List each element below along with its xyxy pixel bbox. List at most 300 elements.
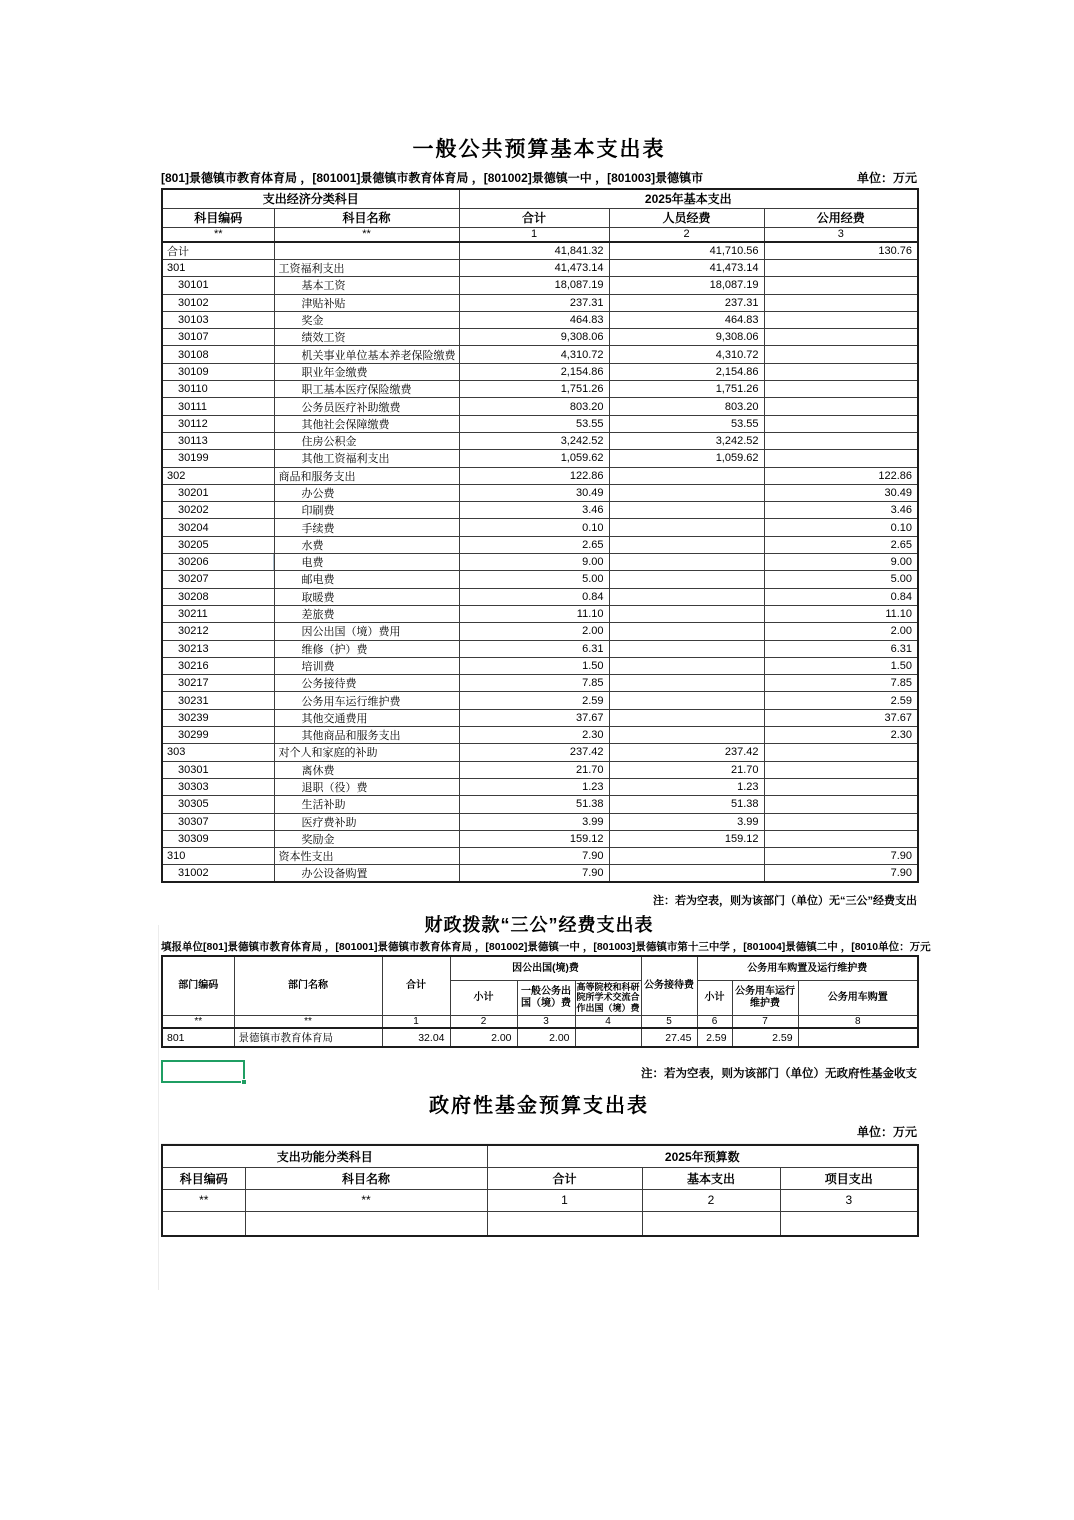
total-cell[interactable]: 7.85	[459, 675, 609, 692]
empty-sheet-row	[161, 1060, 917, 1087]
table2-subhead	[161, 941, 931, 954]
subject-code-cell[interactable]: 30307	[162, 813, 274, 830]
subject-name-cell[interactable]: 住房公积金	[274, 432, 459, 449]
table-row	[162, 536, 918, 553]
personnel-expense-cell[interactable]	[609, 467, 764, 484]
table-row	[162, 709, 918, 726]
total-cell[interactable]: 53.55	[459, 415, 609, 432]
subject-name-cell[interactable]: 手续费	[274, 519, 459, 536]
personnel-expense-cell[interactable]	[609, 657, 764, 674]
subject-code-cell[interactable]: 302	[162, 467, 274, 484]
personnel-expense-cell[interactable]	[609, 571, 764, 588]
col-index: 7	[732, 1015, 798, 1028]
table2-units-list: 填报单位[801]景德镇市教育体育局 ，[801001]景德镇市教育体育局 ，[801002]景德镇一中 ，[801003]景德镇市第十三中学 ，[801004]景德镇二中 ，[8010	[161, 941, 879, 954]
public-expense-cell[interactable]: 1.50	[764, 657, 918, 674]
col-group-2025-budget: 2025年预算数	[487, 1145, 918, 1167]
table-row	[162, 467, 918, 484]
table-row	[162, 1028, 918, 1047]
public-expense-cell[interactable]: 122.86	[764, 467, 918, 484]
public-expense-cell[interactable]	[764, 294, 918, 311]
personnel-expense-cell[interactable]: 3.99	[609, 813, 764, 830]
total-cell[interactable]: 0.10	[459, 519, 609, 536]
subject-code-cell[interactable]: 30208	[162, 588, 274, 605]
col-index: **	[162, 227, 274, 242]
total-cell[interactable]: 32.04	[382, 1028, 450, 1047]
public-expense-cell[interactable]: 3.46	[764, 502, 918, 519]
total-cell[interactable]: 30.49	[459, 484, 609, 501]
personnel-expense-cell[interactable]: 2,154.86	[609, 363, 764, 380]
total-cell[interactable]: 18,087.19	[459, 277, 609, 294]
vehicle-purchase-cell[interactable]	[798, 1028, 918, 1047]
subject-name-cell[interactable]: 邮电费	[274, 571, 459, 588]
abroad-general-cell[interactable]: 2.00	[517, 1028, 575, 1047]
personnel-expense-cell[interactable]	[609, 484, 764, 501]
personnel-expense-cell[interactable]	[609, 519, 764, 536]
col-index: 6	[697, 1015, 732, 1028]
table-row	[162, 260, 918, 277]
public-expense-cell[interactable]	[764, 744, 918, 761]
col-index: 2	[642, 1189, 780, 1211]
subject-code-cell[interactable]: 30231	[162, 692, 274, 709]
total-cell[interactable]: 237.42	[459, 744, 609, 761]
total-cell[interactable]: 3.46	[459, 502, 609, 519]
subject-name-cell[interactable]: 奖金	[274, 311, 459, 328]
public-expense-cell[interactable]	[764, 346, 918, 363]
total-cell[interactable]: 1,059.62	[459, 450, 609, 467]
subject-code-cell[interactable]: 30213	[162, 640, 274, 657]
public-expense-cell[interactable]	[764, 796, 918, 813]
personnel-expense-cell[interactable]	[609, 536, 764, 553]
col-header-subject-code: 科目编码	[162, 208, 274, 227]
general-budget-table-head	[162, 189, 918, 242]
total-cell[interactable]: 1.23	[459, 778, 609, 795]
table3-unit-label: 单位：万元	[856, 1125, 917, 1140]
public-expense-cell[interactable]: 0.84	[764, 588, 918, 605]
table2-unit-label: 单位：万元	[878, 941, 931, 954]
personnel-expense-cell[interactable]	[609, 605, 764, 622]
subject-name-cell[interactable]: 离休费	[274, 761, 459, 778]
personnel-expense-cell[interactable]: 1,059.62	[609, 450, 764, 467]
col-header-total: 合计	[487, 1167, 642, 1189]
table-row	[162, 848, 918, 865]
subject-code-cell[interactable]: 30111	[162, 398, 274, 415]
total-cell[interactable]: 3.99	[459, 813, 609, 830]
col-header-vehicle-maintain: 公务用车运行维护费	[732, 980, 798, 1015]
total-cell[interactable]: 2.65	[459, 536, 609, 553]
public-expense-cell[interactable]	[764, 398, 918, 415]
subject-code-cell[interactable]: 30303	[162, 778, 274, 795]
public-expense-cell[interactable]: 7.90	[764, 865, 918, 883]
table3-unit-row	[161, 1120, 917, 1144]
subject-name-cell[interactable]: 退职（役）费	[274, 778, 459, 795]
subject-code-cell[interactable]: 301	[162, 260, 274, 277]
subject-name-cell[interactable]: 公务接待费	[274, 675, 459, 692]
table-row	[162, 605, 918, 622]
table-row	[162, 363, 918, 380]
total-cell[interactable]: 51.38	[459, 796, 609, 813]
public-expense-cell[interactable]	[764, 363, 918, 380]
public-expense-cell[interactable]: 0.10	[764, 519, 918, 536]
personnel-expense-cell[interactable]: 3,242.52	[609, 432, 764, 449]
public-expense-cell[interactable]	[764, 830, 918, 847]
personnel-expense-cell[interactable]: 1,751.26	[609, 381, 764, 398]
dept-name-cell[interactable]: 景德镇市教育体育局	[234, 1028, 382, 1047]
personnel-expense-cell[interactable]: 159.12	[609, 830, 764, 847]
subject-code-cell[interactable]	[162, 1211, 245, 1236]
col-header-public: 公用经费	[764, 208, 918, 227]
total-cell[interactable]: 159.12	[459, 830, 609, 847]
table-row	[162, 502, 918, 519]
table-row	[162, 381, 918, 398]
total-cell[interactable]: 1,751.26	[459, 381, 609, 398]
table-row	[162, 554, 918, 571]
column-header-row	[162, 1167, 918, 1189]
table-row	[162, 311, 918, 328]
subject-name-cell[interactable]: 电费	[274, 554, 459, 571]
col-index: 3	[780, 1189, 918, 1211]
personnel-expense-cell[interactable]	[609, 727, 764, 744]
total-cell[interactable]: 0.84	[459, 588, 609, 605]
total-cell[interactable]: 2,154.86	[459, 363, 609, 380]
subject-name-cell[interactable]: 其他工资福利支出	[274, 450, 459, 467]
col-header-vehicle-purchase: 公务用车购置	[798, 980, 918, 1015]
subject-code-cell[interactable]: 31002	[162, 865, 274, 883]
personnel-expense-cell[interactable]: 237.31	[609, 294, 764, 311]
sheet-gridline	[158, 925, 159, 1290]
subject-code-cell[interactable]: 30103	[162, 311, 274, 328]
subject-name-cell[interactable]: 差旅费	[274, 605, 459, 622]
total-cell[interactable]: 41,473.14	[459, 260, 609, 277]
subject-code-cell[interactable]: 30199	[162, 450, 274, 467]
table-row	[162, 484, 918, 501]
table-row	[162, 294, 918, 311]
subject-code-cell[interactable]: 30305	[162, 796, 274, 813]
subject-name-cell[interactable]: 机关事业单位基本养老保险缴费	[274, 346, 459, 363]
subject-code-cell[interactable]: 30109	[162, 363, 274, 380]
col-index: 1	[487, 1189, 642, 1211]
subject-code-cell[interactable]: 30212	[162, 623, 274, 640]
personnel-expense-cell[interactable]	[609, 554, 764, 571]
subject-name-cell[interactable]: 资本性支出	[274, 848, 459, 865]
table-row	[162, 675, 918, 692]
subject-name-cell[interactable]: 津贴补贴	[274, 294, 459, 311]
table-row	[162, 571, 918, 588]
col-header-abroad-academic: 高等院校和科研院所学术交流合作出国（境）费	[575, 980, 641, 1015]
total-cell[interactable]: 3,242.52	[459, 432, 609, 449]
personnel-expense-cell[interactable]	[609, 588, 764, 605]
table3-title: 政府性基金预算支出表	[429, 1095, 649, 1118]
personnel-expense-cell[interactable]: 21.70	[609, 761, 764, 778]
personnel-expense-cell[interactable]	[609, 865, 764, 883]
total-cell[interactable]: 803.20	[459, 398, 609, 415]
subject-name-cell[interactable]: 办公费	[274, 484, 459, 501]
personnel-expense-cell[interactable]: 464.83	[609, 311, 764, 328]
personnel-expense-cell[interactable]: 41,473.14	[609, 260, 764, 277]
public-expense-cell[interactable]: 11.10	[764, 605, 918, 622]
total-cell[interactable]: 41,841.32	[459, 242, 609, 260]
personnel-expense-cell[interactable]: 53.55	[609, 415, 764, 432]
col-index: **	[162, 1189, 245, 1211]
subject-code-cell[interactable]: 30217	[162, 675, 274, 692]
col-index: 5	[641, 1015, 697, 1028]
subject-name-cell[interactable]: 职业年金缴费	[274, 363, 459, 380]
personnel-expense-cell[interactable]	[609, 709, 764, 726]
subject-code-cell[interactable]: 30207	[162, 571, 274, 588]
total-cell[interactable]: 237.31	[459, 294, 609, 311]
table-row	[162, 761, 918, 778]
personnel-expense-cell[interactable]: 9,308.06	[609, 329, 764, 346]
col-header-basic: 基本支出	[642, 1167, 780, 1189]
subject-name-cell[interactable]: 其他交通费用	[274, 709, 459, 726]
subject-name-cell[interactable]: 基本工资	[274, 277, 459, 294]
col-index: 2	[450, 1015, 517, 1028]
total-cell[interactable]: 2.00	[459, 623, 609, 640]
table-row	[162, 640, 918, 657]
subject-code-cell[interactable]: 30108	[162, 346, 274, 363]
col-index: **	[162, 1015, 234, 1028]
personnel-expense-cell[interactable]	[609, 502, 764, 519]
public-expense-cell[interactable]	[764, 778, 918, 795]
col-group-abroad: 因公出国(境)费	[450, 956, 641, 980]
table-row	[162, 727, 918, 744]
col-header-personnel: 人员经费	[609, 208, 764, 227]
personnel-expense-cell[interactable]	[609, 675, 764, 692]
subject-code-cell[interactable]: 30211	[162, 605, 274, 622]
subject-code-cell[interactable]: 30204	[162, 519, 274, 536]
personnel-expense-cell[interactable]: 803.20	[609, 398, 764, 415]
subject-name-cell[interactable]: 办公设备购置	[274, 865, 459, 883]
col-header-subject-code: 科目编码	[162, 1167, 245, 1189]
personnel-expense-cell[interactable]: 51.38	[609, 796, 764, 813]
public-expense-cell[interactable]	[764, 260, 918, 277]
public-expense-cell[interactable]: 6.31	[764, 640, 918, 657]
column-index-row	[162, 1189, 918, 1211]
col-index: **	[274, 227, 459, 242]
public-expense-cell[interactable]: 37.67	[764, 709, 918, 726]
subject-name-cell[interactable]: 印刷费	[274, 502, 459, 519]
table-row	[162, 744, 918, 761]
subject-name-cell[interactable]: 其他商品和服务支出	[274, 727, 459, 744]
subject-name-cell[interactable]: 维修（护）费	[274, 640, 459, 657]
total-cell[interactable]: 464.83	[459, 311, 609, 328]
subject-name-cell[interactable]: 职工基本医疗保险缴费	[274, 381, 459, 398]
table-row	[162, 778, 918, 795]
table-row	[162, 796, 918, 813]
table2-title: 财政拨款“三公”经费支出表	[424, 915, 654, 936]
personnel-expense-cell[interactable]: 237.42	[609, 744, 764, 761]
table-row	[162, 657, 918, 674]
public-expense-cell[interactable]: 5.00	[764, 571, 918, 588]
total-cell[interactable]: 1.50	[459, 657, 609, 674]
public-expense-cell[interactable]	[764, 381, 918, 398]
subject-name-cell[interactable]: 公务员医疗补助缴费	[274, 398, 459, 415]
subject-name-cell[interactable]: 其他社会保障缴费	[274, 415, 459, 432]
col-header-dept-code: 部门编码	[162, 956, 234, 1015]
subject-name-cell[interactable]: 生活补助	[274, 796, 459, 813]
public-expense-cell[interactable]	[764, 450, 918, 467]
total-cell[interactable]: 37.67	[459, 709, 609, 726]
personnel-expense-cell[interactable]	[609, 640, 764, 657]
public-expense-cell[interactable]: 2.30	[764, 727, 918, 744]
vehicle-maintain-cell[interactable]: 2.59	[732, 1028, 798, 1047]
subject-name-cell[interactable]: 对个人和家庭的补助	[274, 744, 459, 761]
abroad-academic-cell[interactable]	[575, 1028, 641, 1047]
col-header-subject-name: 科目名称	[245, 1167, 487, 1189]
total-cell[interactable]: 2.30	[459, 727, 609, 744]
total-cell[interactable]: 4,310.72	[459, 346, 609, 363]
selected-cell[interactable]	[161, 1060, 245, 1083]
table-row	[162, 813, 918, 830]
subject-code-cell[interactable]: 30107	[162, 329, 274, 346]
subject-code-cell[interactable]: 30206	[162, 554, 274, 571]
total-cell[interactable]: 11.10	[459, 605, 609, 622]
col-group-vehicle: 公务用车购置及运行维护费	[697, 956, 918, 980]
public-expense-cell[interactable]	[764, 813, 918, 830]
abroad-subtotal-cell[interactable]: 2.00	[450, 1028, 517, 1047]
col-header-abroad-general: 一般公务出国（境）费	[517, 980, 575, 1015]
three-public-table-head	[162, 956, 918, 1028]
personnel-expense-cell[interactable]	[609, 623, 764, 640]
personnel-expense-cell[interactable]: 18,087.19	[609, 277, 764, 294]
subject-code-cell[interactable]: 30301	[162, 761, 274, 778]
reception-cell[interactable]: 27.45	[641, 1028, 697, 1047]
subject-name-cell[interactable]: 医疗费补助	[274, 813, 459, 830]
personnel-expense-cell[interactable]	[609, 692, 764, 709]
public-expense-cell[interactable]	[764, 432, 918, 449]
col-header-abroad-subtotal: 小计	[450, 980, 517, 1015]
subject-name-cell[interactable]: 取暖费	[274, 588, 459, 605]
public-expense-cell[interactable]: 7.85	[764, 675, 918, 692]
vehicle-subtotal-cell[interactable]: 2.59	[697, 1028, 732, 1047]
table-row	[162, 277, 918, 294]
col-index: 1	[459, 227, 609, 242]
personnel-expense-cell[interactable]: 41,710.56	[609, 242, 764, 260]
subject-code-cell[interactable]: 303	[162, 744, 274, 761]
subject-code-cell[interactable]: 30102	[162, 294, 274, 311]
subject-code-cell[interactable]: 30201	[162, 484, 274, 501]
subject-name-cell[interactable]: 水费	[274, 536, 459, 553]
subject-code-cell[interactable]: 30299	[162, 727, 274, 744]
public-expense-cell[interactable]	[764, 761, 918, 778]
col-index: 3	[517, 1015, 575, 1028]
col-group-2025-basic: 2025年基本支出	[459, 189, 918, 208]
public-expense-cell[interactable]: 2.00	[764, 623, 918, 640]
total-cell[interactable]: 9.00	[459, 554, 609, 571]
group-header-row	[162, 189, 918, 208]
col-index: 8	[798, 1015, 918, 1028]
subject-code-cell[interactable]: 310	[162, 848, 274, 865]
column-index-row	[162, 227, 918, 242]
public-expense-cell[interactable]: 30.49	[764, 484, 918, 501]
basic-expense-cell[interactable]	[642, 1211, 780, 1236]
subject-name-cell[interactable]: 商品和服务支出	[274, 467, 459, 484]
col-header-reception: 公务接待费	[641, 956, 697, 1015]
table-row	[162, 1211, 918, 1236]
three-public-expense-table	[161, 955, 919, 1048]
subject-code-cell[interactable]: 30205	[162, 536, 274, 553]
table-row	[162, 242, 918, 260]
col-header-vehicle-subtotal: 小计	[697, 980, 732, 1015]
total-cell[interactable]: 5.00	[459, 571, 609, 588]
subject-name-cell[interactable]: 工资福利支出	[274, 260, 459, 277]
subject-name-cell[interactable]: 绩效工资	[274, 329, 459, 346]
subject-code-cell[interactable]: 30216	[162, 657, 274, 674]
col-index: 2	[609, 227, 764, 242]
total-cell[interactable]: 7.90	[459, 848, 609, 865]
subject-code-cell[interactable]: 30110	[162, 381, 274, 398]
selection-fill-handle[interactable]	[241, 1079, 247, 1085]
table1-subhead	[161, 171, 917, 185]
subject-code-cell[interactable]: 30101	[162, 277, 274, 294]
general-budget-table-body	[162, 242, 918, 882]
total-cell[interactable]	[487, 1211, 642, 1236]
col-group-function-class: 支出功能分类科目	[162, 1145, 487, 1167]
table1-units-list: [801]景德镇市教育体育局 ，[801001]景德镇市教育体育局 ，[801002]景德镇一中 ，[801003]景德镇市	[161, 171, 704, 185]
total-cell[interactable]: 7.90	[459, 865, 609, 883]
total-cell[interactable]: 122.86	[459, 467, 609, 484]
table-row	[162, 692, 918, 709]
subject-code-cell[interactable]: 30113	[162, 432, 274, 449]
public-expense-cell[interactable]	[764, 311, 918, 328]
government-fund-table	[161, 1144, 919, 1237]
public-expense-cell[interactable]: 2.59	[764, 692, 918, 709]
subject-name-cell[interactable]	[274, 242, 459, 260]
subject-name-cell[interactable]	[245, 1211, 487, 1236]
subject-name-cell[interactable]: 培训费	[274, 657, 459, 674]
table1-title: 一般公共预算基本支出表	[412, 138, 666, 161]
project-expense-cell[interactable]	[780, 1211, 918, 1236]
col-index: 3	[764, 227, 918, 242]
dept-code-cell[interactable]: 801	[162, 1028, 234, 1047]
col-header-project: 项目支出	[780, 1167, 918, 1189]
public-expense-cell[interactable]: 7.90	[764, 848, 918, 865]
col-index: **	[234, 1015, 382, 1028]
col-index: 4	[575, 1015, 641, 1028]
subject-name-cell[interactable]: 因公出国（境）费用	[274, 623, 459, 640]
government-fund-table-head	[162, 1145, 918, 1211]
subject-code-cell[interactable]: 30112	[162, 415, 274, 432]
public-expense-cell[interactable]	[764, 329, 918, 346]
subject-name-cell[interactable]: 奖励金	[274, 830, 459, 847]
public-expense-cell[interactable]: 9.00	[764, 554, 918, 571]
col-header-total: 合计	[382, 956, 450, 1015]
public-expense-cell[interactable]	[764, 277, 918, 294]
public-expense-cell[interactable]: 2.65	[764, 536, 918, 553]
total-cell[interactable]: 9,308.06	[459, 329, 609, 346]
subject-code-cell[interactable]: 30202	[162, 502, 274, 519]
total-cell[interactable]: 21.70	[459, 761, 609, 778]
total-cell[interactable]: 6.31	[459, 640, 609, 657]
subject-name-cell[interactable]: 公务用车运行维护费	[274, 692, 459, 709]
col-group-economic-class: 支出经济分类科目	[162, 189, 459, 208]
public-expense-cell[interactable]: 130.76	[764, 242, 918, 260]
col-index: **	[245, 1189, 487, 1211]
table-row	[162, 346, 918, 363]
personnel-expense-cell[interactable]: 1.23	[609, 778, 764, 795]
subject-code-cell[interactable]: 合计	[162, 242, 274, 260]
subject-code-cell[interactable]: 30309	[162, 830, 274, 847]
total-cell[interactable]: 2.59	[459, 692, 609, 709]
table2-note: 注：若为空表，则为该部门（单位）无“三公”经费支出	[653, 895, 917, 908]
personnel-expense-cell[interactable]	[609, 848, 764, 865]
personnel-expense-cell[interactable]: 4,310.72	[609, 346, 764, 363]
subject-code-cell[interactable]: 30239	[162, 709, 274, 726]
col-header-total: 合计	[459, 208, 609, 227]
table-row	[162, 432, 918, 449]
table-row	[162, 415, 918, 432]
public-expense-cell[interactable]	[764, 415, 918, 432]
general-budget-table	[161, 188, 919, 883]
